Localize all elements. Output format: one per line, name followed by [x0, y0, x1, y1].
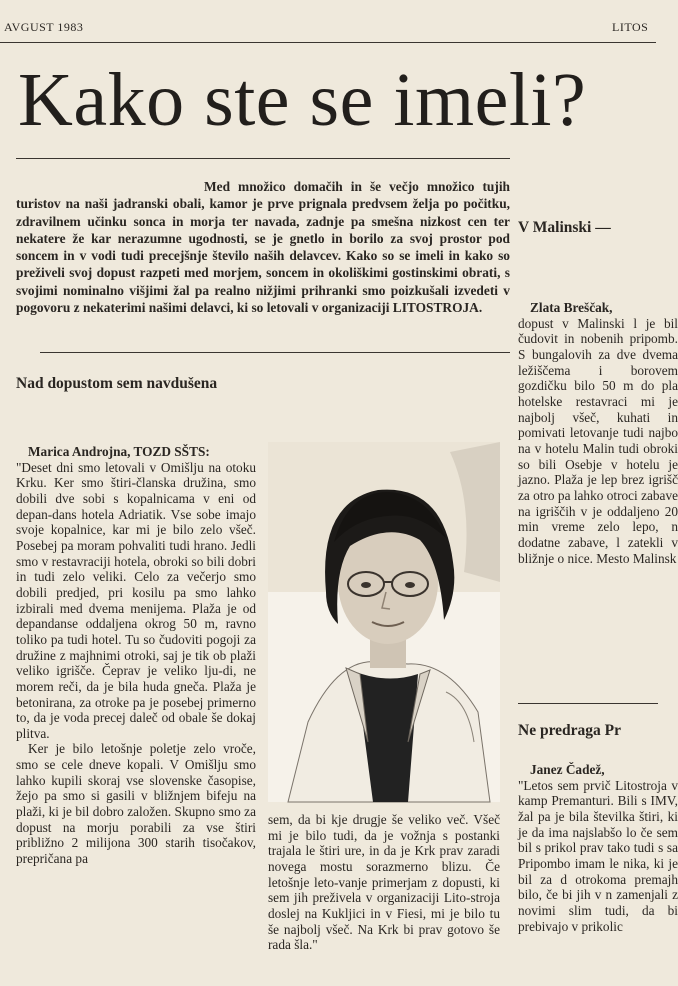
article-body-left	[16, 444, 256, 867]
intro-rule	[40, 352, 510, 353]
article-paragraph-2: Ker je bilo letošnje poletje zelo vroče, smo se cele dneve kopali. V Omišlju smo lahko kupili skoraj vse slovenske časopise, žejo pa smo si gasili v bližnjem bifeju na plaži, ki je bil dobro založen. Skupno smo za dopust na morju porabili za vse štiri približno 2 milijona 300 starih tisočakov, prepričana pa	[16, 741, 256, 867]
article-text-2: dopust v Malinski l je bil čudovit in nobenih pripomb. S bungalovih za dve dvema ležiščema i borovem gozdičku bilo 50 m do pla hotelske restavraci mi je najbolj všeč, kuhati in pomivati letovanje tudi najbo na v hotelu Malin tudi obroki so bili Osebje v hotelu je jazno. Plaža je lep brez igrišč za otro pa lahko otroci zabave na igriščih v je oddaljeno 20 min vreme zelo lepo, n dodatne zabave, l zatekli v bližnje o nice. Mesto Malinsk	[518, 315, 678, 566]
title-rule	[16, 158, 510, 159]
article-body-right	[268, 812, 500, 953]
article-heading-3: Ne predraga Pr	[518, 722, 622, 739]
article-text-3: "Letos sem prvič Litostroja v kamp Premanturi. Bili s IMV, žal pa je bila številka štiri, ki je da ima najslabšo lo če sem bil s prikol prav tako tudi s sa Pripombo imam le nika, ki je bil za d otrokoma premajh bilo, če bi jih v n zamenjali z novimi slim tudi, da bi prebivajo v prikolic	[518, 777, 678, 934]
article-body-2	[518, 300, 678, 566]
intro-paragraph	[16, 178, 510, 316]
issue-date: AVGUST 1983	[4, 20, 84, 34]
article-body-3	[518, 762, 678, 934]
article-heading-2: V Malinski —	[518, 219, 611, 236]
page-title: Kako ste se imeli?	[18, 58, 587, 142]
article-author: Marica Androjna, TOZD SŠTS:	[28, 444, 210, 459]
header-rule	[0, 42, 656, 43]
article-paragraph-3: sem, da bi kje drugje še veliko več. Všeč mi je bilo tudi, da je vožnja s postanki trajala le štiri ure, in da je Krk prav zaradi novega mostu sorazmerno blizu. Če letošnje leto-vanje primerjam z dopusti, ki sem jih preživela v organizaciji Lito-stroja doslej na Kukljici in v Fiesi, mi je bilo tu še najbolj všeč. Na Krk bi prav gotovo še rada šla."	[268, 812, 500, 953]
section-rule	[518, 703, 658, 704]
article-author-2: Zlata Breščak,	[530, 300, 613, 315]
publication-name: LITOS	[612, 20, 649, 34]
article-author-3: Janez Čadež,	[530, 762, 605, 777]
article-heading: Nad dopustom sem navdušena	[16, 375, 218, 392]
portrait-image	[268, 442, 500, 802]
article-paragraph-1: "Deset dni smo letovali v Omišlju na otoku Krku. Ker smo štiri-članska družina, smo dobili dve sobi s kopalnicama v eni od depan-dans hotela Adriatik. Vse sobe imajo svoje kopalnice, kar mi je bilo zelo všeč. Posebej pa moram pohvaliti tudi hrano. Jedli smo v restavraciji hotela, obroki so bili dobri in tudi zelo veliki. Celo za večerjo smo dobili predjed, pri kosilu pa smo lahko izbirali med dvema menijema. Plaža je od depandanse oddaljena okrog 50 m, ravno toliko pa tudi hotel. Tu so čudoviti pogoji za družine z majhnimi otroki, saj je tik ob plaži veliko igrišče. Čeprav je veliko lju-di, ne morem reči, da je bila huda gneča. Plaža je betonirana, za otroke pa je posebej primerno to, da je voda precej daleč od obale še dokaj plitva.	[16, 459, 256, 741]
portrait-photo	[268, 442, 500, 802]
intro-text: Med množico domačih in še večjo množico tujih turistov na naši jadranski obali, kamor je prve prignala predvsem želja po počitku, zdravilnem učinku sonca in morja ter navada, zadnje pa smešna nizkost cen ter nekatere že kar nerazumne ugodnosti, se je gnetlo in borilo za svoj prostor pod soncem in v vodi tudi precejšnje število naših delavcev. Kako so se imeli in kako so preživeli svoj dopust razpeti med morjem, soncem in okoliškimi gostinskimi obrati, s svojimi nominalno višjimi žal pa realno nižjimi prihranki smo poizkušali izvedeti v pogovoru z nekaterimi našimi delavci, ki so letovali v organizaciji LITOSTROJA.	[16, 179, 510, 316]
